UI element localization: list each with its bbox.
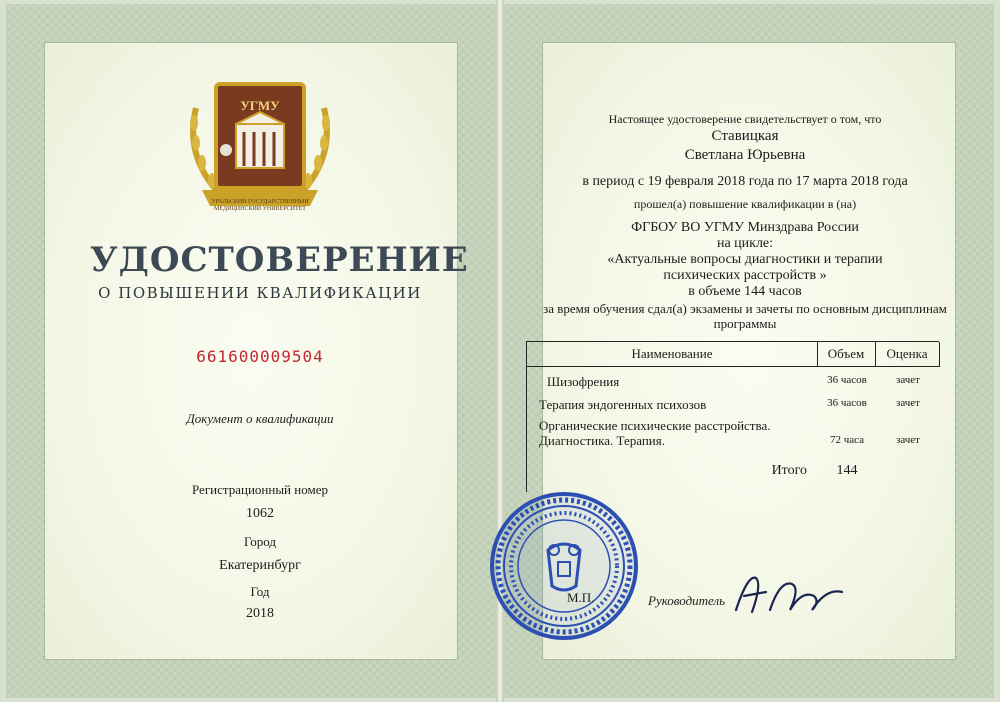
- crest-text: УГМУ: [240, 98, 280, 113]
- row-volume: 36 часов: [827, 374, 867, 386]
- row-grade: зачет: [895, 397, 920, 409]
- crest-ribbon-text: УРАЛЬСКИЙ ГОСУДАРСТВЕННЫЙ МЕДИЦИНСКИЙ УНИВЕРСИТЕТ: [211, 199, 309, 212]
- row-name: Органические психические расстройства.: [539, 418, 771, 433]
- row-grade: зачет: [895, 374, 920, 386]
- row-name-cont: Диагностика. Терапия.: [539, 433, 665, 448]
- head-label: Руководитель: [648, 593, 726, 608]
- row-name: Шизофрения: [547, 374, 620, 389]
- total-value: 144: [836, 463, 858, 478]
- row-grade: зачет: [895, 434, 920, 446]
- disciplines-table: [526, 341, 939, 492]
- total-label: Итого: [771, 463, 807, 478]
- serial-number: 661600009504: [196, 347, 324, 366]
- stamp-mark-label: М.П.: [567, 590, 595, 605]
- training-period: в период с 19 февраля 2018 года по 17 марта 2018 года: [582, 174, 908, 189]
- row-volume: 36 часов: [827, 397, 867, 409]
- certificate-title: УДОСТОВЕРЕНИЕ: [90, 240, 469, 280]
- passed-text: прошел(а) повышение квалификации в (на): [633, 197, 857, 211]
- intro-text: Настоящее удостоверение свидетельствует о том, что: [608, 112, 882, 126]
- cycle-label: на цикле:: [716, 236, 774, 251]
- course-title-line2: психических расстройств »: [663, 268, 827, 283]
- organization-name: ФГБОУ ВО УГМУ Минздрава России: [631, 220, 859, 235]
- exams-text-line1: за время обучения сдал(а) экзамены и зачеты по основным дисциплинам: [543, 301, 947, 316]
- city-value: Екатеринбург: [219, 558, 301, 573]
- document-kind: Документ о квалификации: [186, 411, 334, 426]
- row-name: Терапия эндогенных психозов: [539, 397, 707, 412]
- exams-text-line2: программы: [713, 316, 777, 331]
- row-volume: 72 часа: [829, 434, 865, 446]
- course-hours: в объеме 144 часов: [688, 284, 802, 299]
- official-seal-icon: [488, 490, 640, 642]
- year-label: Год: [250, 584, 270, 599]
- certificate-subtitle: О ПОВЫШЕНИИ КВАЛИФИКАЦИИ: [98, 284, 422, 302]
- holder-given-names: Светлана Юрьевна: [684, 147, 806, 163]
- col-header-volume: Объем: [817, 342, 876, 367]
- holder-surname: Ставицкая: [711, 128, 779, 144]
- signature-icon: [730, 570, 850, 620]
- year-value: 2018: [246, 606, 274, 621]
- col-header-grade: Оценка: [875, 342, 940, 367]
- reg-number-label: Регистрационный номер: [192, 482, 328, 497]
- reg-number: 1062: [246, 506, 274, 521]
- course-title-line1: «Актуальные вопросы диагностики и терапии: [607, 252, 883, 267]
- col-header-name: Наименование: [527, 342, 818, 367]
- city-label: Город: [243, 534, 277, 549]
